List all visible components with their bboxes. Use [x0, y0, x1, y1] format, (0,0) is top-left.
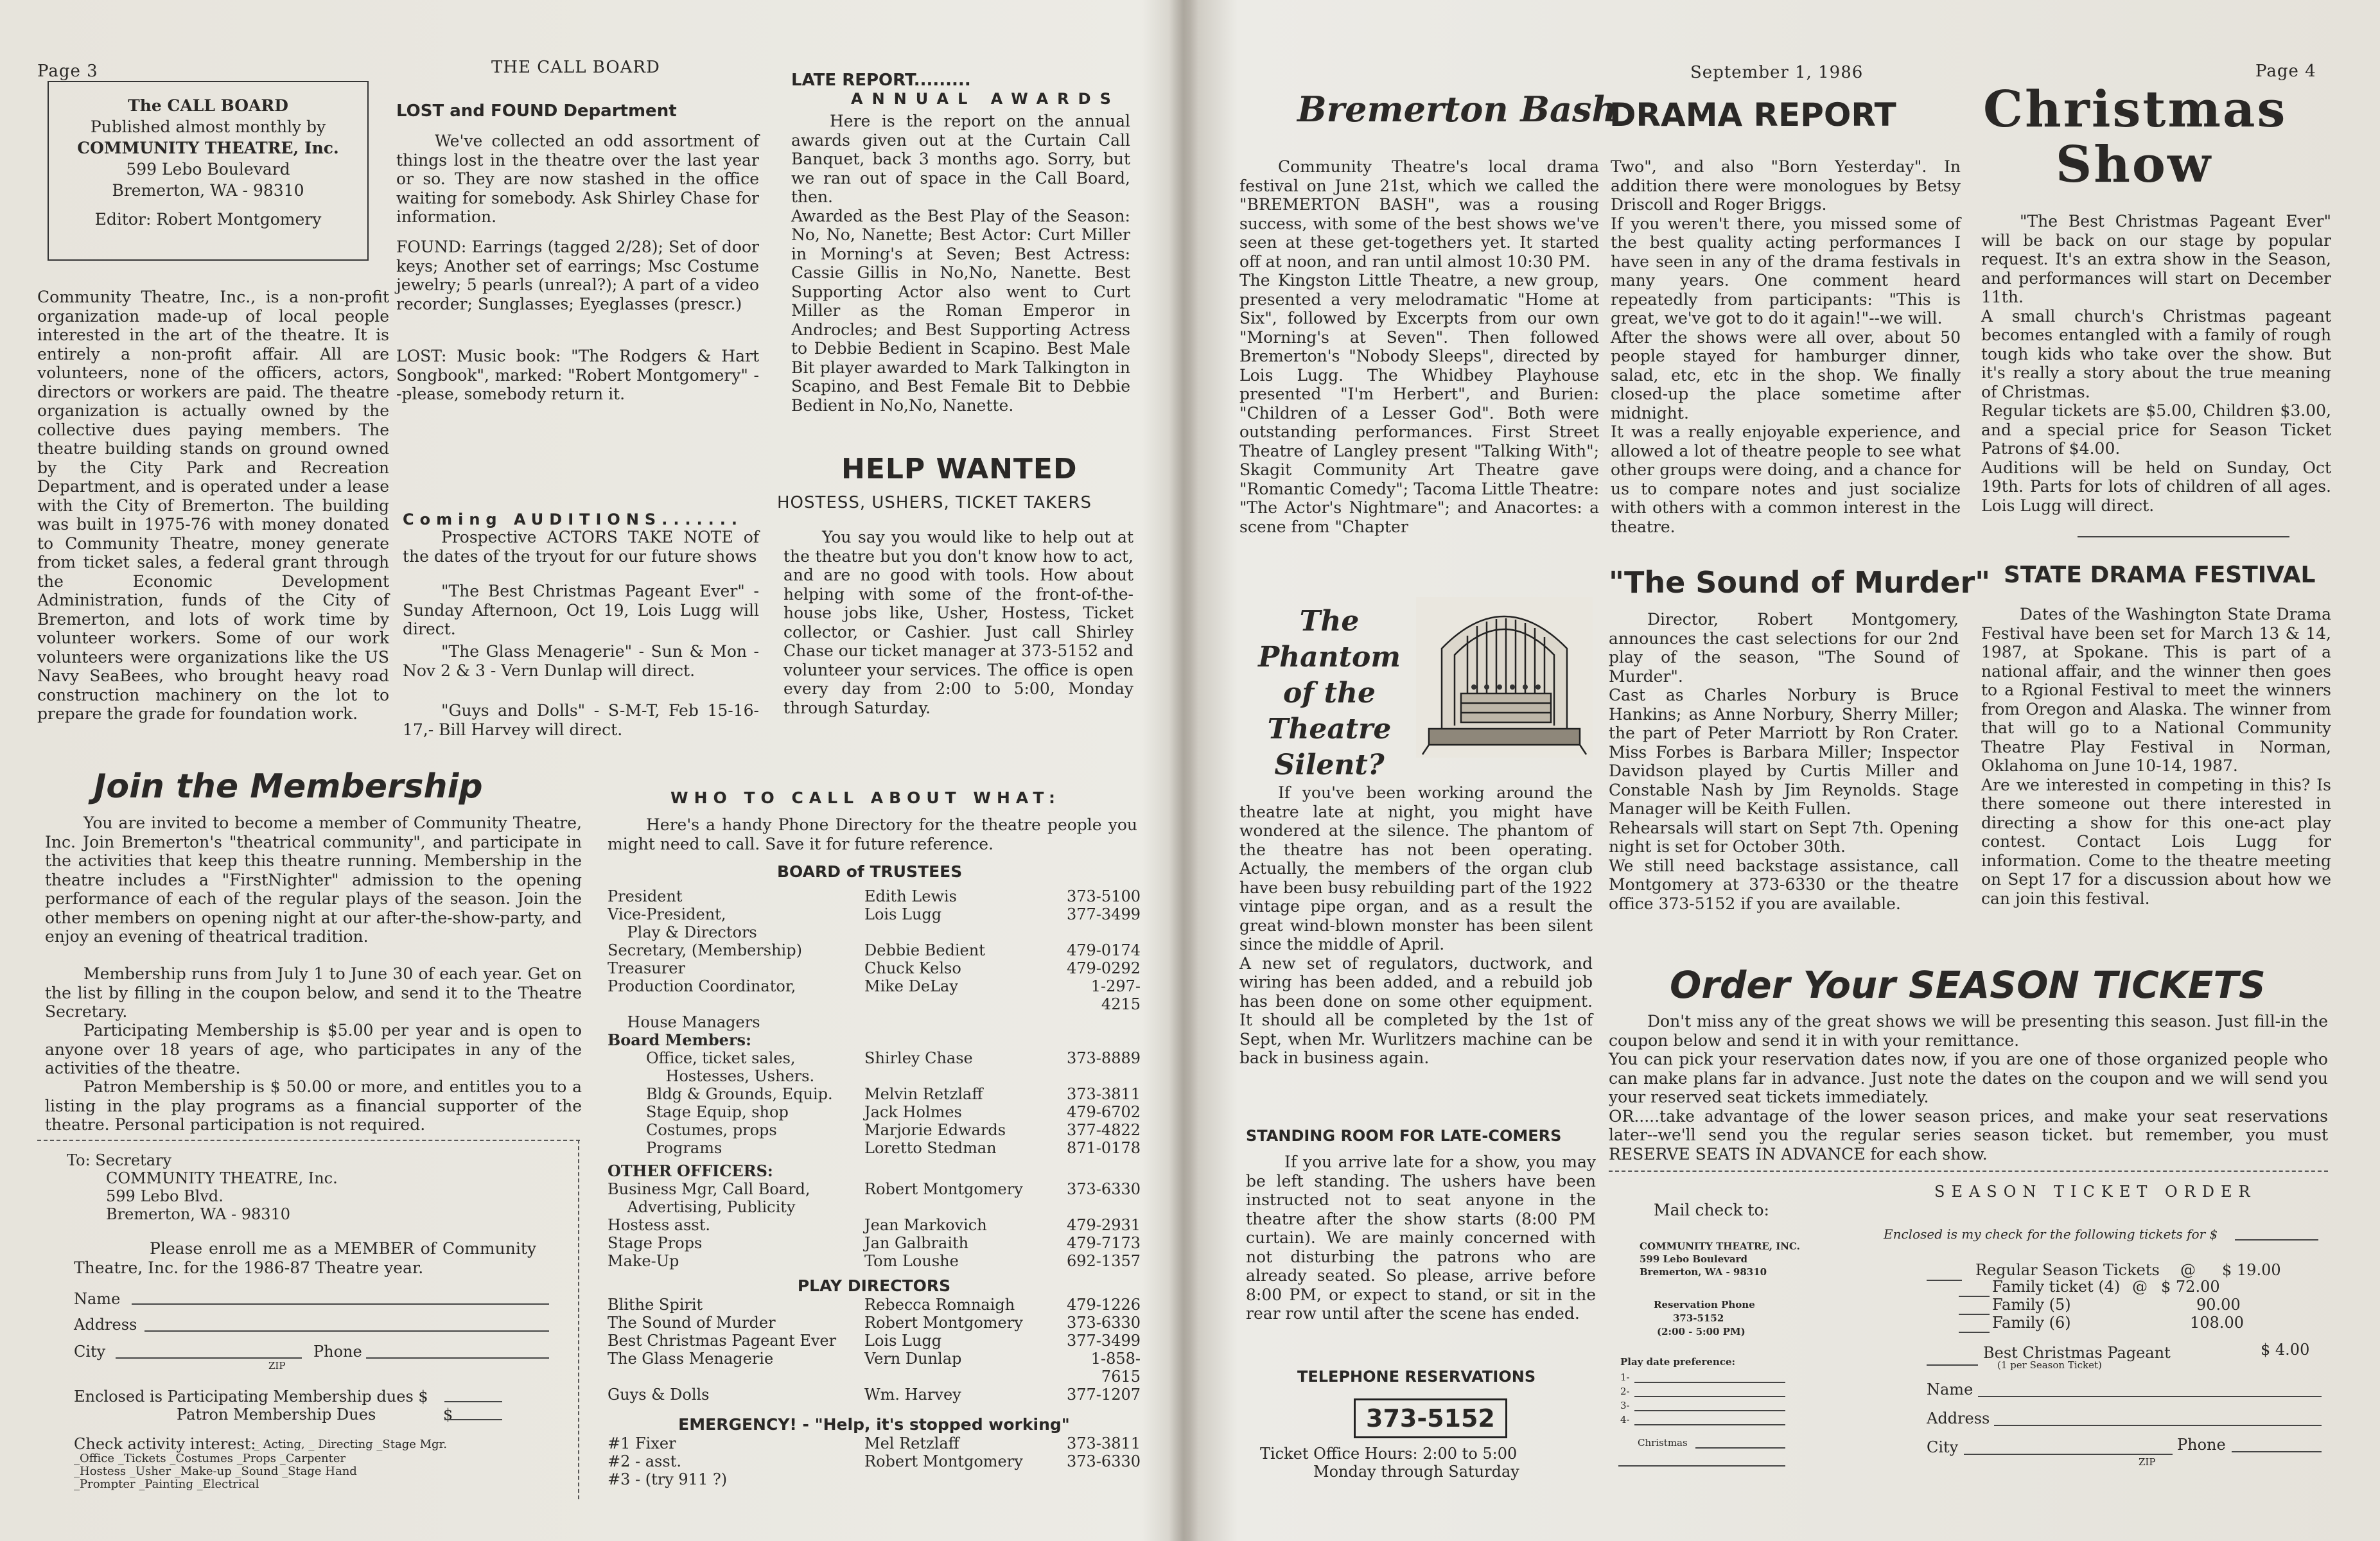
officers-role: Advertising, Publicity — [608, 1198, 796, 1216]
page-number-right: Page 4 — [2255, 62, 2316, 81]
christmas-show-text: "The Best Christmas Pageant Ever" will be back on our stage by popular request. It's an extra show in the Season, and performances will start on December 11th. A small church's Christmas pageant becomes entangled with a family of rough tough kids who take over the show. But it's really a story about the true meaning of Christmas. Regular tickets are $5.00, Children $3.00, and a special price for Season Ticket Patrons of $4.00. Auditions will be held on Sunday, Oct 19th. Parts for lots of children of all ages. Lois Lugg will direct. — [1981, 212, 2331, 515]
board-person: Mike DeLay — [864, 977, 958, 995]
help-wanted-subheading: HOSTESS, USHERS, TICKET TAKERS — [777, 493, 1092, 512]
audition-item-menagerie: "The Glass Menagerie" - Sun & Mon - Nov 2 & 3 - Vern Dunlap will direct. — [403, 642, 759, 680]
board-row — [608, 1013, 1141, 1031]
coupon-cut-line — [37, 1140, 580, 1141]
pref-2-field[interactable] — [1634, 1396, 1785, 1397]
board-row — [608, 905, 1141, 923]
order-city-label: City — [1927, 1438, 1959, 1456]
members-phone: 377-4822 — [1067, 1121, 1141, 1139]
coupon-addr2: Bremerton, WA - 98310 — [106, 1205, 291, 1223]
ticket-coupon-addr1: 599 Lebo Boulevard — [1640, 1253, 1747, 1265]
order-phone-label: Phone — [2177, 1436, 2226, 1454]
enclosed-check-label: Enclosed is my check for the following tickets for $ — [1884, 1226, 2218, 1242]
pref-4-label: 4- — [1620, 1414, 1630, 1425]
board-role: Play & Directors — [608, 923, 757, 941]
officers-person: Tom Loushe — [864, 1252, 959, 1270]
board-phone — [1057, 923, 1141, 941]
members-row — [608, 1103, 1141, 1121]
directors-row — [608, 1296, 1141, 1314]
officers-person — [864, 1198, 1057, 1216]
help-wanted-text: You say you would like to help out at the theatre but you don't know how to act, and are no good with tools. How about helping with some of the front-of-the-house jobs like, Usher, Hostess, Ticket collector, or Cashier. Just call Shirley Chase our ticket manager at 373-5152 and volunteer your services. The office is open every day from 2:00 to 5:00, Monday through Saturday. — [783, 528, 1133, 717]
directors-person: Rebecca Romnaigh — [864, 1296, 1015, 1314]
christmas-tickets-qty[interactable] — [1927, 1364, 1978, 1366]
board-person: Debbie Bedient — [864, 941, 985, 959]
directors-role: Best Christmas Pageant Ever — [608, 1332, 837, 1350]
members-phone: 373-8889 — [1067, 1049, 1141, 1067]
board-role: Production Coordinator, — [608, 977, 796, 995]
issue-date: September 1, 1986 — [1690, 63, 1864, 82]
christmas-heading-line2: Show — [2055, 135, 2213, 194]
pref-4-field[interactable] — [1634, 1424, 1785, 1425]
directors-role: Blithe Spirit — [608, 1296, 703, 1314]
members-phone: 479-6702 — [1067, 1103, 1141, 1121]
officers-phone: 479-2931 — [1067, 1216, 1141, 1234]
phantom-heading — [1243, 604, 1416, 783]
members-phone: 871-0178 — [1067, 1139, 1141, 1157]
officers-heading: OTHER OFFICERS: — [608, 1162, 773, 1180]
coupon-city-label: City — [74, 1343, 106, 1361]
officers-phone: 373-6330 — [1067, 1180, 1141, 1198]
family5-qty[interactable] — [1959, 1314, 1990, 1315]
phantom-heading-line4: Silent? — [1274, 749, 1385, 781]
directors-person: Wm. Harvey — [864, 1386, 961, 1404]
officers-row — [608, 1234, 1141, 1252]
found-list: FOUND: Earrings (tagged 2/28); Set of door keys; Another set of earrings; Msc Costume jewelry; 5 pearls (unreal?); A part of a video recorder; Sunglasses; Eyeglasses (prescr.) — [396, 238, 759, 313]
board-heading: BOARD of TRUSTEES — [777, 862, 963, 881]
emergency-person: Robert Montgomery — [864, 1452, 1023, 1470]
pref-1-label: 1- — [1620, 1371, 1630, 1383]
masthead-address: 599 Lebo Boulevard — [126, 160, 290, 178]
membership-heading: Join the Membership — [94, 767, 483, 806]
board-role: Secretary, (Membership) — [608, 941, 802, 959]
auditions-text: Prospective ACTORS TAKE NOTE of the dates of the tryout for our future shows — [403, 528, 759, 566]
directors-phone: 377-1207 — [1067, 1386, 1141, 1404]
directors-row — [608, 1350, 1141, 1386]
coupon-activity-label: Check activity interest: — [74, 1435, 256, 1453]
board-phone: 479-0174 — [1067, 941, 1141, 959]
sound-of-murder-heading: "The Sound of Murder" — [1609, 565, 1991, 600]
membership-p4: Patron Membership is $ 50.00 or more, and entitles you to a listing in the play programs as a financial supporter of the theatre. Personal participation is not required. — [45, 1077, 582, 1134]
regular-tickets-at: @ — [2180, 1261, 2196, 1279]
masthead-editor: Editor: Robert Montgomery — [94, 210, 322, 229]
audition-item-guys-dolls: "Guys and Dolls" - S-M-T, Feb 15-16-17,- Bill Harvey will direct. — [403, 701, 759, 739]
members-person: Marjorie Edwards — [864, 1121, 1006, 1139]
coupon-activity-row4[interactable]: _Prompter _Painting _Electrical — [74, 1477, 259, 1491]
pref-1-field[interactable] — [1634, 1382, 1785, 1383]
help-wanted-heading: HELP WANTED — [841, 453, 1078, 485]
christmas-show-heading — [1983, 80, 2288, 194]
board-person: Chuck Kelso — [864, 959, 961, 977]
coupon-enroll: Please enroll me as a MEMBER of Community Theatre, Inc. for the 1986-87 Theatre year. — [74, 1239, 536, 1277]
masthead-published: Published almost monthly by — [90, 118, 326, 136]
officers-role: Business Mgr, Call Board, — [608, 1180, 810, 1198]
sound-of-murder-text: Director, Robert Montgomery, announces the cast selections for our 2nd play of the season, "The Sound of Murder". Cast as Charles Norbury is Bruce Hankins; as Anne Norbury, Sherry Miller; the part of Peter Marriott by Ron Crater. Miss Forbes is Barbara Miller; Inspector Davidson played by Curtis Miller and Constable Nash by Jim Reynolds. Stage Manager will be Keith Fullen. Rehearsals will start on Sept 7th. Opening night is set for October 30th. We still need backstage assistance, call Montgomery at 373-6330 or the theatre office 373-5152 if you are available. — [1609, 610, 1959, 913]
coupon-address-label: Address — [74, 1316, 137, 1334]
members-role: Bldg & Grounds, Equip. — [646, 1085, 833, 1103]
emergency-role: #2 - asst. — [608, 1452, 681, 1470]
coupon-addr1: 599 Lebo Blvd. — [106, 1187, 223, 1205]
members-role: Office, ticket sales, — [646, 1049, 796, 1067]
christmas-tickets-note: (1 per Season Ticket) — [1997, 1359, 2102, 1371]
members-row — [608, 1139, 1141, 1157]
coupon-activity-row2[interactable]: _Office _Tickets _Costumes _Props _Carpenter — [74, 1452, 346, 1465]
family6-label: Family (6) — [1992, 1314, 2071, 1332]
order-phone-field[interactable] — [2232, 1451, 2322, 1452]
membership-p1: You are invited to become a member of Community Theatre, Inc. Join Bremerton's "theatrical community", and participate in the activities that keep this theatre running. Membership in the theatre includes a "FirstNighter" admission to the opening performance of each of the regular plays of the season. Join the other members on opening night at our after-the-show-party, and enjoy an evening of theatrical tradition. — [45, 814, 582, 946]
coupon-dues-patron: Patron Membership Dues — [177, 1406, 376, 1423]
directors-person: Vern Dunlap — [864, 1350, 962, 1368]
family4-price: $ 72.00 — [2161, 1278, 2220, 1296]
members-role: Programs — [646, 1139, 722, 1157]
officers-row — [608, 1180, 1141, 1198]
coupon-dues-patron-field[interactable] — [444, 1419, 502, 1420]
masthead-city: Bremerton, WA - 98310 — [112, 181, 304, 200]
directors-phone: 1-858-7615 — [1090, 1350, 1141, 1386]
pipe-organ-illustration — [1416, 597, 1593, 758]
christmas-heading-line1: Christmas — [1983, 80, 2288, 139]
telephone-heading: TELEPHONE RESERVATIONS — [1297, 1368, 1536, 1386]
board-phone — [1057, 1013, 1141, 1031]
directors-person: Robert Montgomery — [864, 1314, 1023, 1332]
emergency-phone — [1057, 1470, 1141, 1488]
board-members-table — [608, 1049, 1141, 1157]
officers-role: Make-Up — [608, 1252, 679, 1270]
directors-row — [608, 1314, 1141, 1332]
pref-3-field[interactable] — [1634, 1410, 1785, 1411]
drama-report-col1: Community Theatre's local drama festival on June 21st, which we called the "BREMERTON BASH", was a rousing success, with some of the best shows we've seen at these get-togethers yet. It started off at noon, and ran until almost 10:30 PM. The Kingston Little Theatre, a new group, presented a very melodramatic "Home at Six", followed by Excerpts from our own "Morning's at Seven". Then followed Bremerton's "Nobody Sleeps", directed by Lois Lugg. The Whidbey Playhouse presented "I'm Herbert", and Burien: "Children of a Lesser God". Both were outstanding performances. First Street Theatre of Langley present "Talking With"; Skagit Community Art Theatre gave "Romantic Comedy"; Tacoma Little Theatre: "The Actor's Nightmare"; and Anacortes: a scene from "Chapter — [1239, 157, 1599, 536]
members-row — [608, 1085, 1141, 1103]
pref-3-label: 3- — [1620, 1400, 1630, 1411]
members-phone: 373-3811 — [1067, 1085, 1141, 1103]
directors-person: Lois Lugg — [864, 1332, 942, 1350]
auditions-heading: Coming AUDITIONS....... — [403, 510, 744, 528]
phantom-text: If you've been working around the theatre late at night, you might have wondered at the silence. The phantom of the theatre has not been operating. Actually, the members of the organ club have been busy rebuilding part of the 1922 vintage pipe organ, and as a result the great wind-blown monster has been silent since the middle of April. A new set of regulators, ductwork, and wiring has been added, and a rebuild job has been done on some other equipment. It should all be completed by the 1st of Sept, when Mr. Wurlitzers machine can be back in business again. — [1239, 783, 1593, 1067]
coupon-phone-field[interactable] — [366, 1357, 549, 1359]
board-person: Lois Lugg — [864, 905, 942, 923]
ticket-coupon-addr2: Bremerton, WA - 98310 — [1640, 1266, 1767, 1278]
play-date-preference-label: Play date preference: — [1620, 1356, 1736, 1368]
emergency-phone: 373-3811 — [1067, 1434, 1141, 1452]
board-person — [864, 923, 1057, 941]
members-row — [608, 1121, 1141, 1139]
reservation-phone-label: Reservation Phone — [1654, 1299, 1755, 1310]
family6-price: 108.00 — [2190, 1314, 2244, 1332]
season-tickets-text: Don't miss any of the great shows we will be presenting this season. Just fill-in the coupon below and send it in with your remittance. You can pick your reservation dates now, if you are one of those organized people who can make plans far in advance. Just note the dates on the coupon and we will send you your reserved seat tickets immediately. OR.....take advantage of the lower season prices, and make your seat reservations later--we'll send you the regular series season ticket. but remember, you must RESERVE SEATS IN ADVANCE for each show. — [1609, 1012, 2328, 1163]
order-zip-label: ZIP — [2139, 1456, 2156, 1468]
ticket-coupon-org: COMMUNITY THEATRE, INC. — [1640, 1241, 1800, 1252]
members-phone — [1057, 1067, 1141, 1085]
phantom-heading-line3: Theatre — [1267, 713, 1392, 745]
officers-phone — [1057, 1198, 1141, 1216]
family4-qty[interactable] — [1959, 1296, 1990, 1297]
members-row — [608, 1067, 1141, 1085]
state-festival-heading: STATE DRAMA FESTIVAL — [2004, 562, 2316, 588]
coupon-dues-participating-field[interactable] — [444, 1401, 502, 1402]
coupon-cut-line-vertical — [578, 1140, 579, 1499]
officers-phone: 479-7173 — [1067, 1234, 1141, 1252]
board-row — [608, 977, 1141, 1013]
coupon-zip-label: ZIP — [268, 1360, 286, 1371]
officers-person: Robert Montgomery — [864, 1180, 1023, 1198]
season-ticket-order-heading: SEASON TICKET ORDER — [1934, 1183, 2257, 1201]
directors-phone: 373-6330 — [1067, 1314, 1141, 1332]
regular-tickets-qty[interactable] — [1927, 1280, 1962, 1281]
board-row — [608, 923, 1141, 941]
coupon-dues-participating: Enclosed is Participating Membership dues $ — [74, 1388, 428, 1406]
emergency-row — [608, 1434, 1141, 1452]
family5-price: 90.00 — [2196, 1296, 2241, 1314]
officers-row — [608, 1252, 1141, 1270]
members-person: Jack Holmes — [864, 1103, 962, 1121]
page-number-left: Page 3 — [37, 62, 98, 81]
order-address-field[interactable] — [1994, 1425, 2322, 1426]
masthead-org: COMMUNITY THEATRE, Inc. — [77, 139, 339, 157]
coupon-name-field[interactable] — [132, 1303, 549, 1305]
coupon-activity-row1[interactable]: _ Acting, _ Directing _Stage Mgr. — [254, 1438, 447, 1451]
telephone-number: 373-5152 — [1354, 1398, 1507, 1438]
pref-2-label: 2- — [1620, 1386, 1630, 1397]
late-report-heading: LATE REPORT......... — [791, 71, 971, 90]
emergency-role: #3 - (try 911 ?) — [608, 1470, 728, 1488]
annual-awards-heading: ANNUAL AWARDS — [851, 90, 1120, 108]
members-row — [608, 1049, 1141, 1067]
standing-room-heading: STANDING ROOM FOR LATE-COMERS — [1246, 1127, 1562, 1145]
bremerton-bash-script: Bremerton Bash — [1297, 89, 1617, 130]
coupon-org: COMMUNITY THEATRE, Inc. — [106, 1169, 338, 1187]
members-role: Stage Equip, shop — [646, 1103, 789, 1121]
mail-check-label: Mail check to: — [1654, 1201, 1769, 1219]
board-person: Edith Lewis — [864, 887, 957, 905]
members-person: Melvin Retzlaff — [864, 1085, 983, 1103]
membership-p2: Membership runs from July 1 to June 30 of each year. Get on the list by filling in the coupon below, and send it to the Theatre Secretary. — [45, 964, 582, 1021]
board-row — [608, 959, 1141, 977]
play-directors-table — [608, 1296, 1141, 1404]
emergency-person — [864, 1470, 1057, 1488]
directory-table — [608, 887, 1141, 1488]
regular-tickets-price: $ 19.00 — [2222, 1261, 2281, 1279]
emergency-row — [608, 1470, 1141, 1488]
pref-extra-field[interactable] — [1618, 1465, 1785, 1467]
coupon-name-label: Name — [74, 1290, 121, 1308]
family4-label: Family ticket (4) — [1992, 1278, 2121, 1296]
board-role: Vice-President, — [608, 905, 726, 923]
membership-p3: Participating Membership is $5.00 per year and is open to anyone over 18 years of age, who participates in any of the activities of the theatre. — [45, 1021, 582, 1077]
christmas-tickets-price: $ 4.00 — [2261, 1341, 2310, 1359]
officers-person: Jean Markovich — [864, 1216, 987, 1234]
audition-item-pageant: "The Best Christmas Pageant Ever" - Sunday Afternoon, Oct 19, Lois Lugg will direct. — [403, 582, 759, 638]
awards-text: Here is the report on the annual awards given out at the Curtain Call Banquet, back 3 months ago. Sorry, but we ran out of space in the Call Board, then. Awarded as the Best Play of the Season: No, No, Nanette; Best Actor: Curt Miller in Morning's at Seven; Best Actress: Cassie Gillis in No,No, Nanette. Best Supporting Actor also went to Curt Miller as the Roman Emperor in Androcles; and Best Supporting Actress to Debbie Bedient in Scapino. Best Male Bit player awarded to Mark Talkington in Scapino, and Best Female Bit to Debbie Bedient in No,No, Nanette. — [791, 112, 1130, 415]
officers-role: Stage Props — [608, 1234, 703, 1252]
lost-found-heading: LOST and FOUND Department — [396, 101, 677, 121]
members-person — [864, 1067, 1057, 1085]
ticket-office-hours: Ticket Office Hours: 2:00 to 5:00 — [1260, 1445, 1518, 1463]
board-members-heading: Board Members: — [608, 1031, 751, 1049]
board-row — [608, 941, 1141, 959]
order-name-field[interactable] — [1978, 1396, 2322, 1397]
lost-found-text: We've collected an odd assortment of things lost in the theatre over the last year or so. They are now stashed in the office waiting for somebody. Ask Shirley Chase for information. — [396, 132, 759, 226]
emergency-row — [608, 1452, 1141, 1470]
family6-qty[interactable] — [1959, 1332, 1990, 1333]
board-row — [608, 887, 1141, 905]
family4-at: @ — [2132, 1278, 2148, 1296]
emergency-heading: EMERGENCY! - "Help, it's stopped working" — [678, 1415, 1070, 1434]
emergency-table — [608, 1434, 1141, 1488]
emergency-phone: 373-6330 — [1067, 1452, 1141, 1470]
intro-paragraph: Community Theatre, Inc., is a non-profit organization made-up of local people interested in the art of the theatre. It is entirely a non-profit affair. All are volunteers, none of the officers, actors, directors or workers are paid. The theatre organization is actually owned by the collective dues paying members. The theatre building stands on ground owned by the City Park and Recreation Department, and is operated under a lease with the City of Bremerton. The building was built in 1975-76 with money donated to Community Theatre, money generate from ticket sales, a federal grant through the Economic Development Administration, funds of the City of Bremerton, and lots of work time by volunteer workers. Some of our work volunteers were organizations like the US Navy SeaBees, who brought heavy road construction machinery on the lot to prepare the grade for foundation work. — [37, 288, 389, 723]
officers-person: Jan Galbraith — [864, 1234, 969, 1252]
masthead-box — [48, 81, 369, 261]
directors-phone: 377-3499 — [1067, 1332, 1141, 1350]
page-fold — [1169, 0, 1198, 1541]
christmas-divider — [2078, 536, 2289, 537]
board-role: Treasurer — [608, 959, 685, 977]
directory-heading: WHO TO CALL ABOUT WHAT: — [670, 788, 1062, 807]
play-directors-heading: PLAY DIRECTORS — [797, 1276, 951, 1295]
directors-role: Guys & Dolls — [608, 1386, 710, 1404]
ticket-office-days: Monday through Saturday — [1313, 1463, 1519, 1481]
drama-report-col2: Two", and also "Born Yesterday". In addition there were monologues by Betsy Driscoll and Roger Briggs. If you weren't there, you missed some of the best quality acting performances I have seen in any of the drama festivals in many years. One comment heard repeatedly from participants: "This is great, we've got to do it again!"--we will. After the shows were all over, about 50 people stayed for hamburger dinner, salad, etc, etc in the shop. We finally closed-up the place sometime after midnight. It was a really enjoyable experience, and allowed a lot of theatre people to see what other groups were doing, and a chance for us to compare notes and just socialize with others with a common interest in the theatre. — [1611, 157, 1961, 536]
standing-room-text: If you arrive late for a show, you may be left standing. The ushers have been instructed not to seat anyone in the theatre after the show starts (8:00 PM curtain). We are mainly concerned with not disturbing the patrons who are already seated. So please, arrive before 8:00 PM, or expect to stand, or sit in the rear row until after the scene has ended. — [1246, 1153, 1596, 1323]
emergency-person: Mel Retzlaff — [864, 1434, 959, 1452]
directors-row — [608, 1386, 1141, 1404]
regular-tickets-label: Regular Season Tickets — [1975, 1261, 2160, 1279]
officers-row — [608, 1198, 1141, 1216]
board-phone: 1-297-4215 — [1090, 977, 1141, 1013]
pref-christmas-field[interactable] — [1695, 1447, 1785, 1449]
order-city-field[interactable] — [1964, 1454, 2173, 1455]
phantom-heading-line2: of the — [1283, 677, 1376, 710]
coupon-activity-row3[interactable]: _Hostess _Usher _Make-up _Sound _Stage Hand — [74, 1465, 357, 1478]
christmas-tickets-label: Best Christmas Pageant — [1983, 1344, 2171, 1362]
board-table — [608, 887, 1141, 1031]
members-person: Loretto Stedman — [864, 1139, 997, 1157]
board-phone: 479-0292 — [1067, 959, 1141, 977]
emergency-role: #1 Fixer — [608, 1434, 676, 1452]
enclosed-amount-field[interactable] — [2235, 1239, 2318, 1241]
officers-phone: 692-1357 — [1067, 1252, 1141, 1270]
order-name-label: Name — [1927, 1380, 1973, 1398]
reservation-phone-number: 373-5152 — [1673, 1312, 1724, 1324]
family5-label: Family (5) — [1992, 1296, 2071, 1314]
members-person: Shirley Chase — [864, 1049, 973, 1067]
directory-intro: Here's a handy Phone Directory for the theatre people you might need to call. Save it for future reference. — [608, 815, 1137, 853]
ticket-coupon-cut-line — [1609, 1171, 2328, 1172]
masthead-title: The CALL BOARD — [128, 96, 288, 115]
members-role: Costumes, props — [646, 1121, 777, 1139]
officers-role: Hostess asst. — [608, 1216, 711, 1234]
coupon-address-field[interactable] — [144, 1330, 549, 1332]
coupon-dues-patron-sign: $ — [443, 1406, 453, 1423]
directors-role: The Glass Menagerie — [608, 1350, 774, 1368]
phantom-heading-line1: The Phantom — [1258, 605, 1401, 674]
directors-phone: 479-1226 — [1067, 1296, 1141, 1314]
drama-report-heading: DRAMA REPORT — [1609, 96, 1896, 134]
coupon-to: To: Secretary — [67, 1151, 172, 1169]
board-person — [864, 1013, 1057, 1031]
board-role: House Managers — [608, 1013, 760, 1031]
reservation-phone-hours: (2:00 - 5:00 PM) — [1657, 1326, 1746, 1337]
newsletter-title: THE CALL BOARD — [491, 58, 660, 77]
directors-row — [608, 1332, 1141, 1350]
coupon-phone-label: Phone — [313, 1343, 362, 1361]
pref-christmas-label: Christmas — [1638, 1437, 1688, 1449]
directors-role: The Sound of Murder — [608, 1314, 776, 1332]
board-phone: 373-5100 — [1067, 887, 1141, 905]
board-phone: 377-3499 — [1067, 905, 1141, 923]
order-address-label: Address — [1927, 1409, 1990, 1427]
officers-table — [608, 1180, 1141, 1270]
lost-list: LOST: Music book: "The Rodgers & Hart Songbook", marked: "Robert Montgomery" --please, somebody return it. — [396, 347, 759, 403]
season-tickets-heading: Order Your SEASON TICKETS — [1670, 963, 2266, 1007]
board-role: President — [608, 887, 683, 905]
officers-row — [608, 1216, 1141, 1234]
coupon-city-field[interactable] — [116, 1357, 302, 1359]
members-role: Hostesses, Ushers. — [646, 1067, 815, 1085]
state-festival-text: Dates of the Washington State Drama Festival have been set for March 13 & 14, 1987, at Spokane. This is part of a national affair, and the winner then goes to a Rgional Festival to meet the winners from Oregon and Alaska. The winner from that will go to a National Community Theatre Play Festival in Norman, Oklahoma on June 10-14, 1987. Are we interested in competing in this? Is there someone out there interested in directing a show for this one-act play contest. Contact Lois Lugg for information. Come to the theatre meeting on Sept 17 for a discussion about how we can join this festival. — [1981, 605, 2331, 908]
